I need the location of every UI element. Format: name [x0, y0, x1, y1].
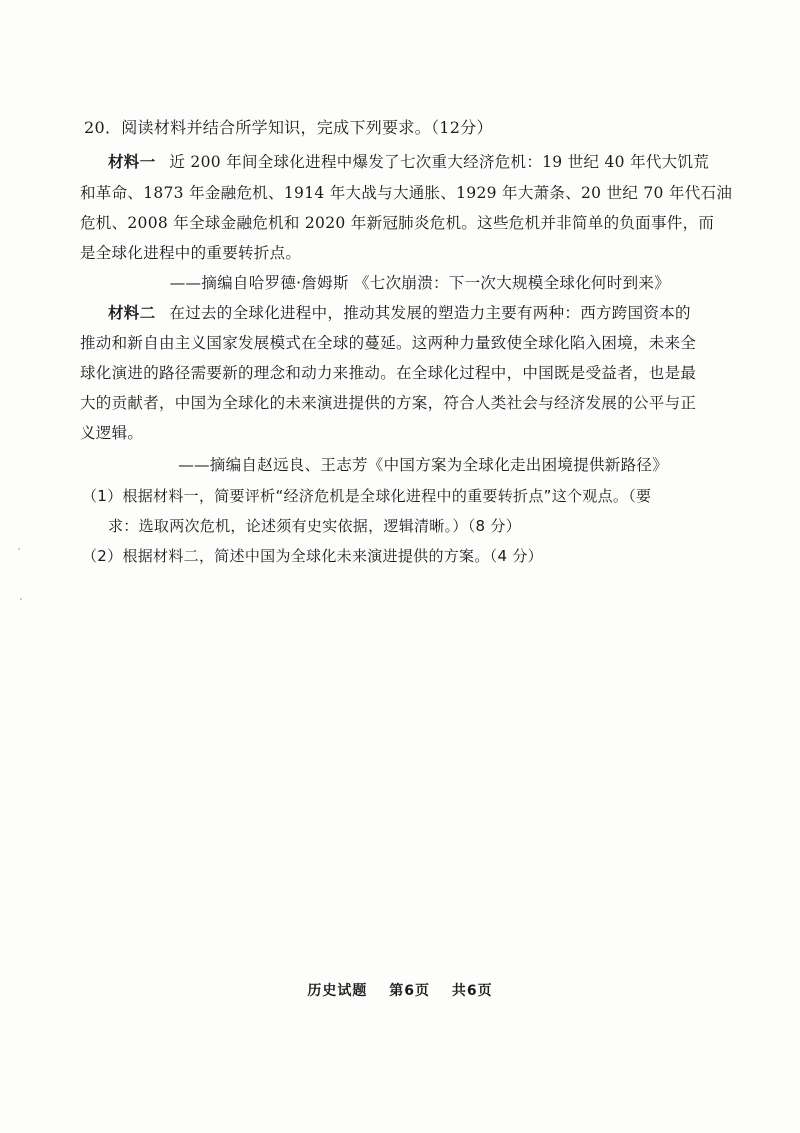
material1-line-2: 和革命、1873 年金融危机、1914 年大战与大通胀、1929 年大萧条、20 世纪 70 年代石油 — [80, 184, 733, 202]
material1-line-4: 是全球化进程中的重要转折点。 — [80, 244, 302, 262]
question-title: 20．阅读材料并结合所学知识，完成下列要求。（12分） — [84, 118, 493, 137]
material1-label: 材料一 — [108, 152, 156, 171]
material2-source: ——摘编自赵远良、王志芳《中国方案为全球化走出困境提供新路径》 — [178, 456, 668, 474]
scan-speck — [18, 548, 20, 550]
material2-line-5: 义逻辑。 — [80, 424, 144, 442]
subquestion-1-line-2: 求：选取两次危机，论述须有史实依据，逻辑清晰。）（8 分） — [108, 517, 522, 535]
material1-line-1 — [108, 152, 709, 172]
material2-line-2: 推动和新自由主义国家发展模式在全球的蔓延。这两种力量致使全球化陷入困境，未来全 — [80, 334, 697, 352]
scan-speck — [20, 598, 22, 600]
footer-page-number: 第6页 — [389, 983, 430, 999]
material2-line-1 — [108, 303, 691, 323]
material1-text-1: 近 200 年间全球化进程中爆发了七次重大经济危机：19 世纪 40 年代大饥荒 — [169, 153, 710, 171]
footer-total-pages: 共6页 — [451, 983, 493, 999]
material1-line-3: 危机、2008 年全球金融危机和 2020 年新冠肺炎危机。这些危机并非简单的负面事件，而 — [80, 214, 715, 232]
material2-label: 材料二 — [108, 303, 156, 322]
subquestion-2-line-1: （2）根据材料二，简述中国为全球化未来演进提供的方案。（4 分） — [82, 547, 543, 565]
footer-subject: 历史试题 — [307, 983, 368, 999]
material2-line-4: 大的贡献者，中国为全球化的未来演进提供的方案，符合人类社会与经济发展的公平与正 — [80, 394, 697, 412]
material2-line-3: 球化演进的路径需要新的理念和动力来推动。在全球化过程中，中国既是受益者，也是最 — [80, 364, 697, 382]
page-footer — [0, 980, 800, 1000]
subquestion-1-line-1: （1）根据材料一，简要评析“经济危机是全球化进程中的重要转折点”这个观点。（要 — [82, 487, 652, 505]
material1-source: ——摘编自哈罗德·詹姆斯 《七次崩溃：下一次大规模全球化何时到来》 — [169, 274, 670, 292]
material2-text-1: 在过去的全球化进程中，推动其发展的塑造力主要有两种：西方跨国资本的 — [169, 304, 691, 322]
